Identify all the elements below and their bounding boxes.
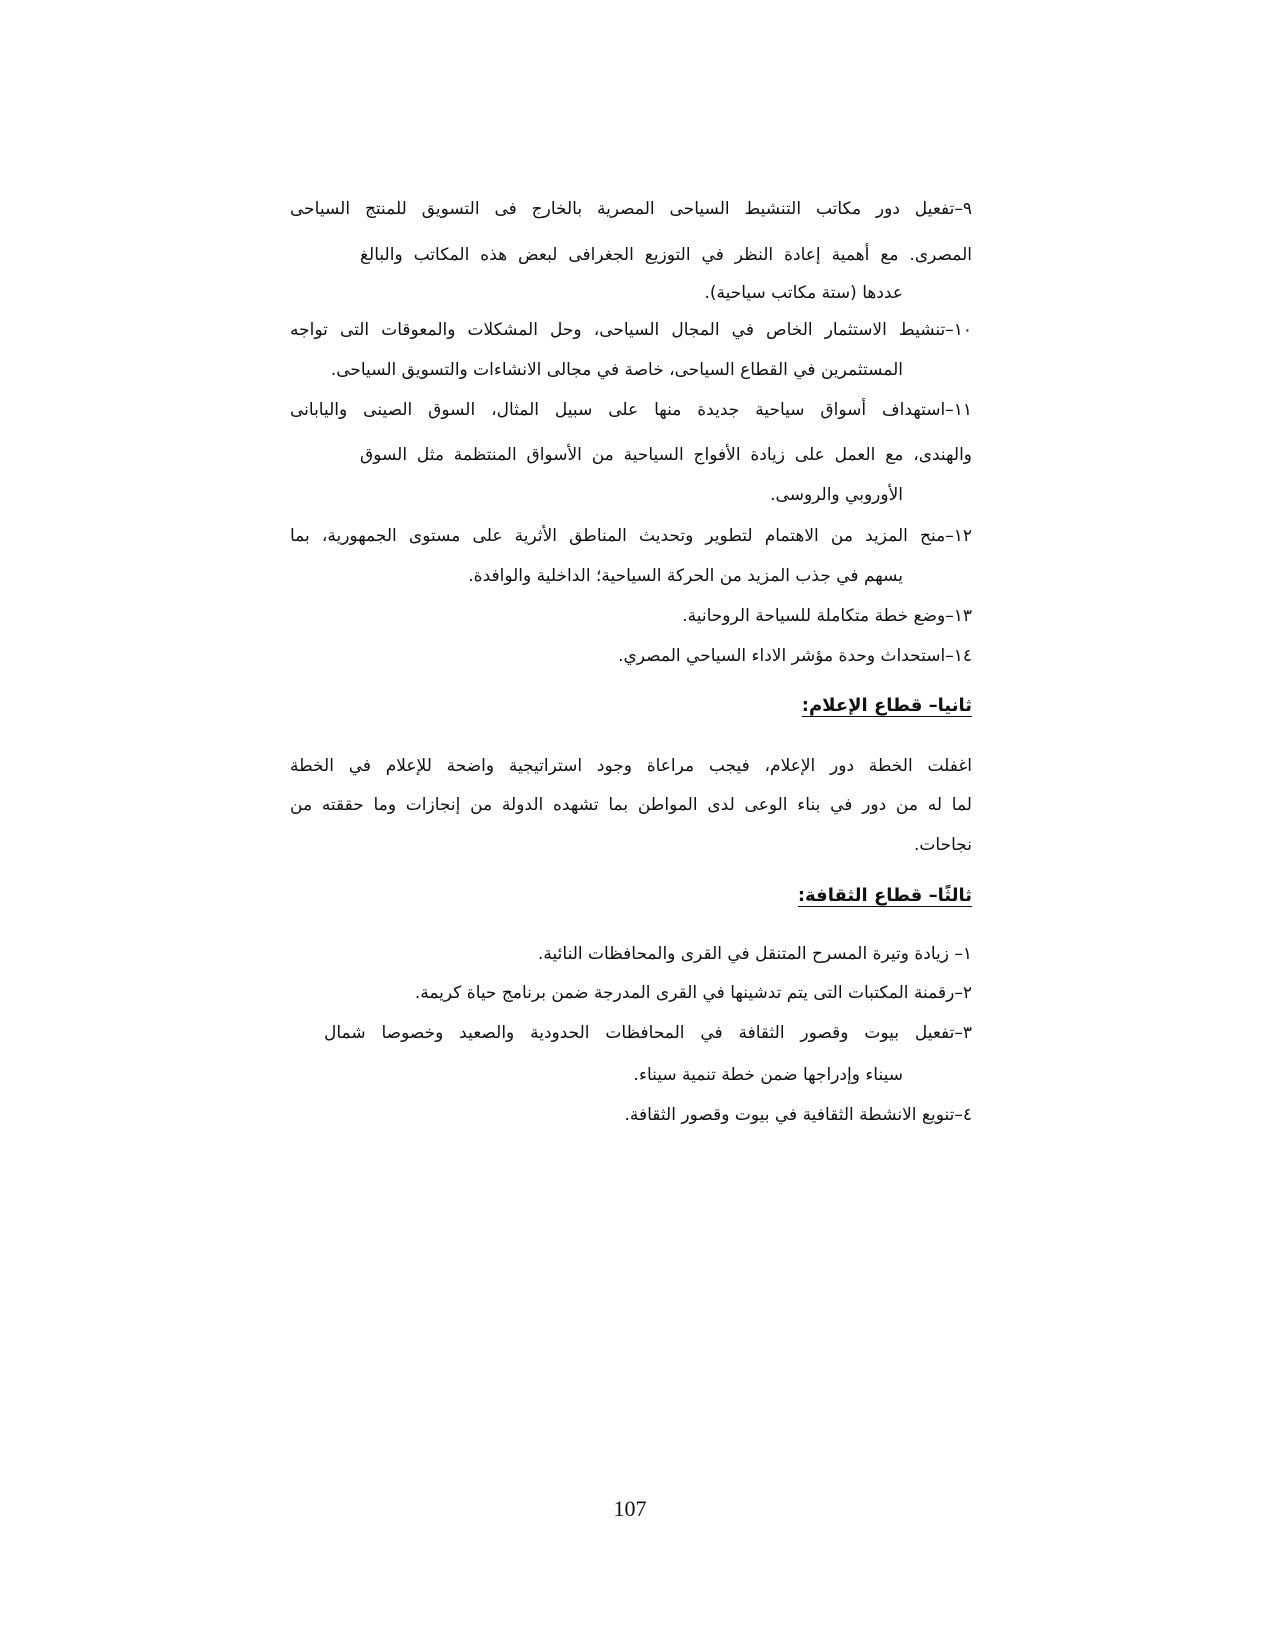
item-11-line-1: ١١–استهداف أسواق سياحية جديدة منها على سبيل المثال، السوق الصينى واليابانى [290, 400, 972, 420]
item-9-line-1: ٩–تفعيل دور مكاتب التنشيط السياحى المصرية بالخارج فى التسويق للمنتج السياحى [290, 199, 972, 219]
page-number: 107 [613, 1496, 647, 1521]
media-paragraph-line-2: لما له من دور في بناء الوعى لدى المواطن بما تشهده الدولة من إنجازات وما حققته من [290, 795, 972, 815]
item-9-line-2: المصرى. مع أهمية إعادة النظر في التوزيع الجغرافى لبعض هذه المكاتب والبالغ [360, 245, 972, 265]
culture-item-2-line-1: ٢–رقمنة المكتبات التى يتم تدشينها في القرى المدرجة ضمن برنامج حياة كريمة. [414, 983, 972, 1003]
item-10-line-2: المستثمرين في القطاع السياحى، خاصة في مجالى الانشاءات والتسويق السياحى. [330, 360, 903, 380]
item-11-line-3: الأوروبي والروسى. [770, 485, 903, 505]
culture-item-1-line-1: ١– زيادة وتيرة المسرح المتنقل في القرى والمحافظات النائية. [538, 944, 972, 964]
item-11-line-2: والهندى، مع العمل على زيادة الأفواج السياحية من الأسواق المنتظمة مثل السوق [360, 445, 972, 465]
culture-item-3-line-2: سيناء وإدراجها ضمن خطة تنمية سيناء. [633, 1065, 903, 1085]
culture-section-heading: ثالثًا– قطاع الثقافة: [797, 885, 972, 906]
culture-item-4-line-1: ٤–تنويع الانشطة الثقافية في بيوت وقصور الثقافة. [624, 1105, 972, 1125]
item-14-line-1: ١٤–استحداث وحدة مؤشر الاداء السياحي المصري. [618, 646, 972, 666]
media-paragraph-line-1: اغفلت الخطة دور الإعلام، فيجب مراعاة وجود استراتيجية واضحة للإعلام في الخطة [290, 756, 972, 776]
item-12-line-1: ١٢–منح المزيد من الاهتمام لتطوير وتحديث المناطق الأثرية على مستوى الجمهورية، بما [290, 526, 972, 546]
culture-item-3-line-1: ٣–تفعيل بيوت وقصور الثقافة في المحافظات الحدودية والصعيد وخصوصا شمال [324, 1023, 972, 1043]
item-13-line-1: ١٣–وضع خطة متكاملة للسياحة الروحانية. [682, 606, 972, 626]
item-12-line-2: يسهم في جذب المزيد من الحركة السياحية؛ الداخلية والوافدة. [468, 566, 903, 586]
item-9-line-3: عددها (ستة مكاتب سياحية). [704, 283, 903, 303]
media-paragraph-line-3: نجاحات. [914, 835, 972, 855]
item-10-line-1: ١٠–تنشيط الاستثمار الخاص في المجال السياحى، وحل المشكلات والمعوقات التى تواجه [290, 320, 972, 340]
media-section-heading: ثانيا– قطاع الإعلام: [801, 695, 972, 716]
